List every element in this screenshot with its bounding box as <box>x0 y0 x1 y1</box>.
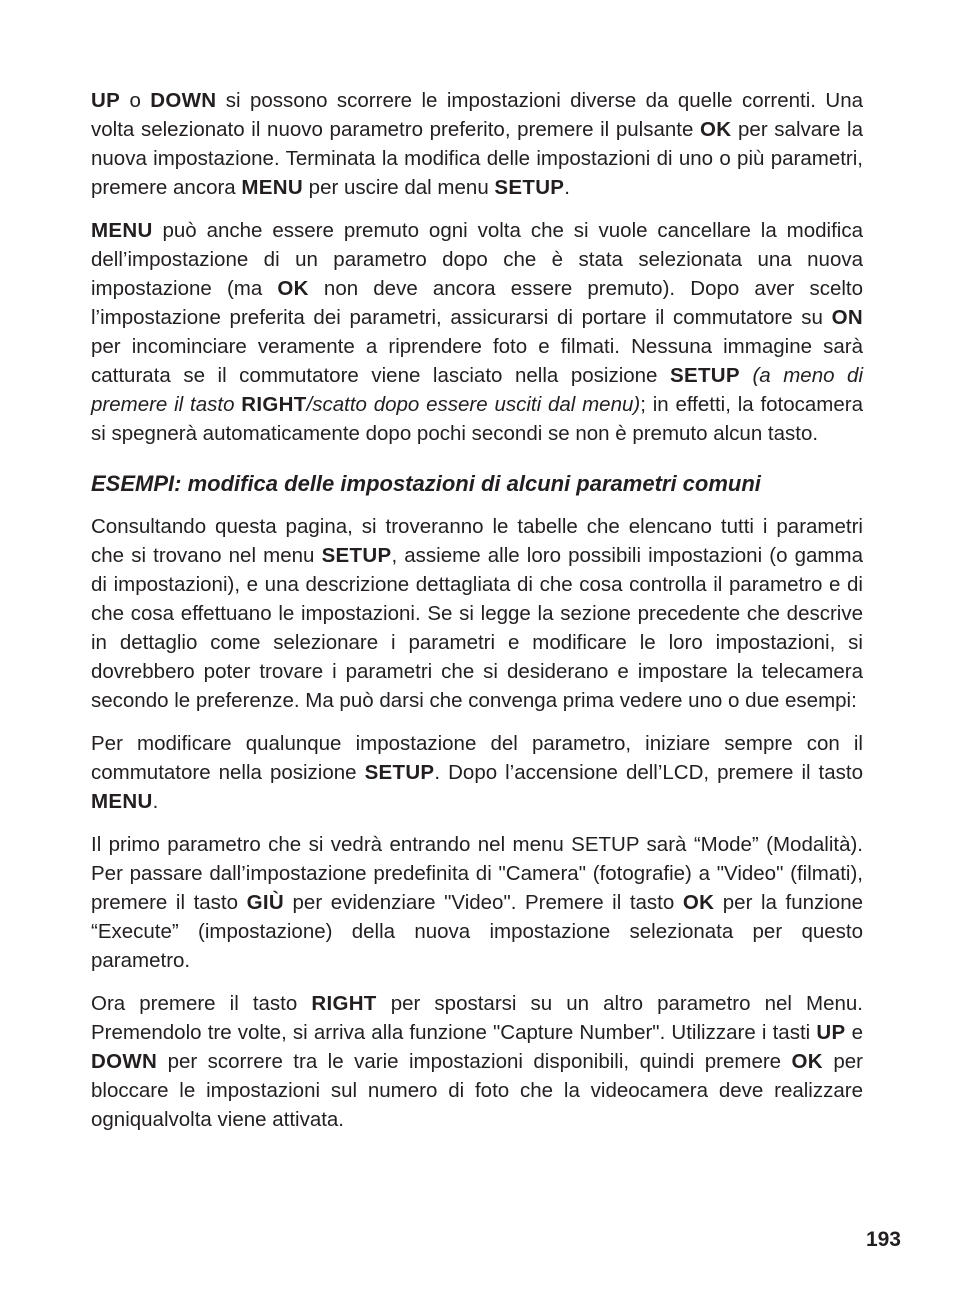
text-run: per scorrere tra le varie impostazioni disponibili, quindi premere <box>157 1050 792 1073</box>
text-run: MENU <box>241 176 303 199</box>
text-run: ON <box>831 306 863 329</box>
text-run: SETUP <box>364 761 435 784</box>
text-run: (a meno di premere il tasto <box>91 364 864 416</box>
text-run: e <box>845 1021 863 1044</box>
text-run: SETUP <box>494 176 565 199</box>
paragraph-3 <box>91 512 863 715</box>
text-run: RIGHT <box>311 992 377 1015</box>
text-run: si possono scorrere le impostazioni diverse da quelle correnti. Una volta selezionato il nuovo parametro preferito, premere il pulsante <box>91 89 864 141</box>
text-run: DOWN <box>91 1050 158 1073</box>
page-content <box>91 86 863 1148</box>
text-run: OK <box>791 1050 823 1073</box>
paragraph-2 <box>91 216 863 448</box>
text-run: . <box>564 176 570 199</box>
text-run: GIÙ <box>246 891 284 914</box>
text-run: SETUP <box>670 364 740 387</box>
text-run: o <box>120 89 151 112</box>
text-run: /scatto dopo essere usciti dal menu) <box>306 393 641 416</box>
text-run: OK <box>277 277 309 300</box>
paragraph-5 <box>91 830 863 975</box>
text-run: MENU <box>91 219 153 242</box>
text-run: per spostarsi su un altro parametro nel Menu. Premendolo tre volte, si arriva alla funzione "Capture Number". Utilizzare i tasti <box>91 992 863 1044</box>
text-run: Consultando questa pagina, si troveranno le tabelle che elencano tutti i parametri che si trovano nel menu <box>91 515 863 567</box>
text-run: per salvare la nuova impostazione. Terminata la modifica delle impostazioni di uno o più parametri, premere ancora <box>91 118 863 199</box>
text-run: UP <box>816 1021 846 1044</box>
text-run: UP <box>91 89 121 112</box>
text-run: ; in effetti, la fotocamera si spegnerà automaticamente dopo pochi secondi se non è premuto alcun tasto. <box>91 393 863 445</box>
text-run: per incominciare veramente a riprendere foto e filmati. Nessuna immagine sarà catturata se il commutatore viene lasciato nella posizione <box>91 335 863 387</box>
paragraph-4 <box>91 729 863 816</box>
paragraph-6 <box>91 989 863 1134</box>
paragraph-1 <box>91 86 863 202</box>
text-run: non deve ancora essere premuto). Dopo aver scelto l’impostazione preferita dei parametri, assicurarsi di portare il commutatore su <box>91 277 864 329</box>
section-heading: ESEMPI: modifica delle impostazioni di alcuni parametri comuni <box>91 471 761 496</box>
page-number: 193 <box>865 1228 901 1251</box>
text-run: RIGHT <box>241 393 307 416</box>
text-run: OK <box>700 118 732 141</box>
text-run: per la funzione “Execute” (impostazione) della nuova impostazione selezionata per questo parametro. <box>91 891 864 972</box>
text-run: per uscire dal menu <box>302 176 495 199</box>
text-run: MENU <box>91 790 153 813</box>
text-run: può anche essere premuto ogni volta che si vuole cancellare la modifica dell’impostazione di un parametro dopo che è stata selezionata una nuova impostazione (ma <box>91 219 863 300</box>
text-run: per bloccare le impostazioni sul numero di foto che la videocamera deve realizzare ogniqualvolta viene attivata. <box>91 1050 863 1131</box>
text-run: Ora premere il tasto <box>91 992 312 1015</box>
text-run: Per modificare qualunque impostazione del parametro, iniziare sempre con il commutatore nella posizione <box>91 732 863 784</box>
text-run <box>740 364 753 387</box>
text-run: per evidenziare "Video". Premere il tasto <box>283 891 683 914</box>
text-run: . Dopo l’accensione dell’LCD, premere il tasto <box>434 761 863 784</box>
text-run: OK <box>682 891 715 914</box>
text-run: DOWN <box>150 89 217 112</box>
text-run: . <box>152 790 159 813</box>
text-run: , assieme alle loro possibili impostazioni (o gamma di impostazioni), e una descrizione dettagliata di che cosa controlla il parametro e di che cosa effettuano le impostazioni. Se si legge la sezione precedente che descrive in dettaglio come selezionare i parametri e modificare le loro impostazioni, si dovrebbero poter trovare i parametri che si desiderano e impostare la telecamera secondo le preferenze. Ma può darsi che convenga prima vedere uno o due esempi: <box>91 544 863 712</box>
text-run: Il primo parametro che si vedrà entrando nel menu SETUP sarà “Mode” (Modalità). Per passare dall’impostazione predefinita di "Camera" (fotografie) a "Video" (filmati), premere il tasto <box>91 833 863 914</box>
text-run: SETUP <box>321 544 392 567</box>
